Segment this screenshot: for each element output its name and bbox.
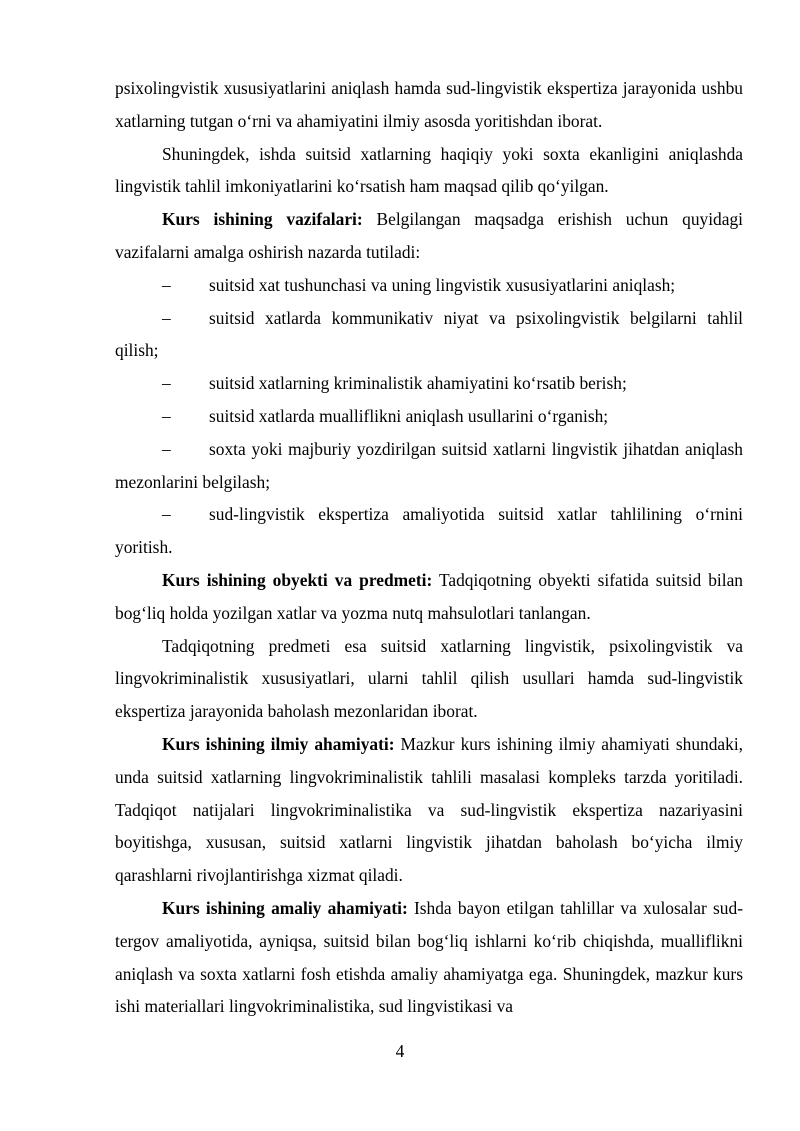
dash-marker: – <box>162 274 171 295</box>
task-item-text: suitsid xatlarda kommunikativ niyat va psixolingvistik belgilarni tahlil qilish; <box>115 307 743 361</box>
paragraph-object <box>115 564 743 630</box>
task-item-4 <box>115 400 743 433</box>
paragraph-purpose-extra: Shuningdek, ishda suitsid xatlarning haqiqiy yoki soxta ekanligini aniqlashda lingvistik tahlil imkoniyatlarini ko‘rsatish ham maqsad qilib qo‘yilgan. <box>115 143 743 197</box>
paragraph-purpose-continued: psixolingvistik xususiyatlarini aniqlash hamda sud-lingvistik ekspertiza jarayonida ushbu xatlarning tutgan o‘rni va ahamiyatini ilmiy asosda yoritishdan iborat. <box>115 78 743 131</box>
paragraph-subject: Tadqiqotning predmeti esa suitsid xatlarning lingvistik, psixolingvistik va lingvokriminalistik xususiyatlari, ularni tahlil qilish usullari hamda sud-lingvistik ekspertiza jarayonida baholash mezonlaridan iborat. <box>115 635 743 722</box>
dash-marker: – <box>162 504 171 525</box>
task-item-text: suitsid xat tushunchasi va uning lingvistik xususiyatlarini aniqlash; <box>209 274 676 295</box>
dash-marker: – <box>162 405 171 426</box>
paragraph-scientific <box>115 728 743 892</box>
task-item-3 <box>115 367 743 400</box>
page-number: 4 <box>395 1041 405 1061</box>
paragraph-tasks-intro <box>115 203 743 269</box>
task-item-text: suitsid xatlarda mualliflikni aniqlash usullarini o‘rganish; <box>209 405 609 426</box>
task-item-6 <box>115 498 743 564</box>
paragraph-practical <box>115 892 743 1023</box>
tasks-intro-text: Belgilangan maqsadga erishish uchun quyidagi vazifalarni amalga oshirish nazarda tutiladi: <box>115 209 743 262</box>
practical-text: Ishda bayon etilgan tahlillar va xulosalar sud-tergov amaliyotida, ayniqsa, suitsid bilan bog‘liq ishlarni ko‘rib chiqishda, mualliflikni aniqlash va soxta xatlarni fosh etishda amaliy ahamiyatga ega. Shuningdek, mazkur kurs ishi materiallari lingvokriminalistika, sud lingvistikasi va <box>115 897 743 1017</box>
dash-marker: – <box>162 438 171 459</box>
task-item-1 <box>115 269 743 302</box>
task-item-text: suitsid xatlarning kriminalistik ahamiyatini ko‘rsatib berish; <box>209 373 627 394</box>
scientific-text: Mazkur kurs ishining ilmiy ahamiyati shundaki, unda suitsid xatlarning lingvokriminalistik tahlili masalasi kompleks tarzda yoritiladi. Tadqiqot natijalari lingvokriminalistika va sud-lingvistik ekspertiza nazariyasini boyitishga, xususan, suitsid xatlarni lingvistik jihatdan baholash bo‘yicha ilmiy qarashlarni rivojlantirishga xizmat qiladi. <box>115 733 743 886</box>
document-page <box>115 72 743 1023</box>
dash-marker: – <box>162 373 171 394</box>
task-item-text: sud-lingvistik ekspertiza amaliyotida suitsid xatlar tahlilining o‘rnini yoritish. <box>115 504 743 558</box>
tasks-heading: Kurs ishining vazifalari: <box>162 209 363 230</box>
task-item-5 <box>115 433 743 499</box>
scientific-heading: Kurs ishining ilmiy ahamiyati: <box>162 733 395 754</box>
task-item-text: soxta yoki majburiy yozdirilgan suitsid xatlarni lingvistik jihatdan aniqlash mezonlarini belgilash; <box>115 438 743 492</box>
object-text: Tadqiqotning obyekti sifatida suitsid bilan bog‘liq holda yozilgan xatlar va yozma nutq mahsulotlari tanlangan. <box>115 569 743 623</box>
dash-marker: – <box>162 307 171 328</box>
object-heading: Kurs ishining obyekti va predmeti: <box>162 569 433 590</box>
practical-heading: Kurs ishining amaliy ahamiyati: <box>162 897 408 918</box>
task-item-2 <box>115 302 743 368</box>
